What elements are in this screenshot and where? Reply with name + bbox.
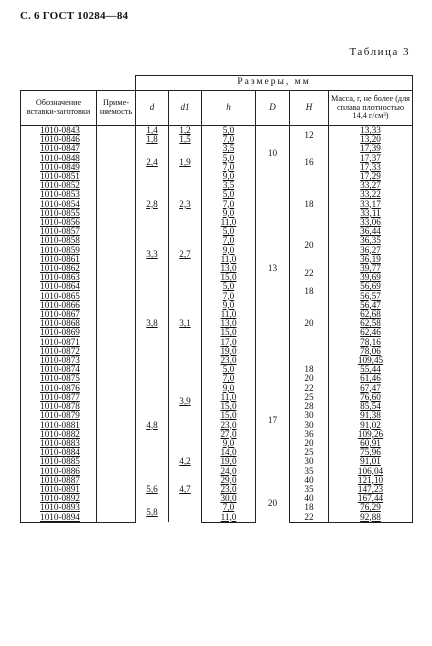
cell-m: 167,44: [329, 494, 413, 503]
cell-h: 14,0: [202, 448, 256, 457]
cell-application: [97, 209, 136, 218]
cell-m: 36,19: [329, 255, 413, 264]
cell-h: 9,0: [202, 384, 256, 393]
cell-h: 11,0: [202, 255, 256, 264]
cell-h: 15,0: [202, 411, 256, 420]
cell-d: 5,8: [136, 503, 169, 522]
cell-h: 3,5: [202, 144, 256, 153]
cell-des: 1010-0868: [21, 319, 97, 328]
cell-des: 1010-0863: [21, 273, 97, 282]
cell-m: 92,88: [329, 513, 413, 523]
page-header: С. 6 ГОСТ 10284—84: [20, 10, 129, 22]
cell-des: 1010-0852: [21, 181, 97, 190]
cell-m: 13,20: [329, 135, 413, 144]
table-body: [21, 126, 413, 523]
cell-des: 1010-0873: [21, 356, 97, 365]
cell-des: 1010-0882: [21, 430, 97, 439]
cell-m: 76,60: [329, 393, 413, 402]
cell-m: 17,37: [329, 154, 413, 163]
col-designation-header: Обозначение вставки-заготовки: [21, 91, 97, 126]
cell-des: 1010-0892: [21, 494, 97, 503]
cell-H: 28: [290, 402, 329, 411]
cell-H: 36: [290, 430, 329, 439]
cell-D: 17: [256, 356, 290, 485]
cell-h: 7,0: [202, 135, 256, 144]
cell-D: 10: [256, 126, 290, 182]
cell-application: [97, 310, 136, 319]
col-mass-header: Масса, г, не более (для сплава плотностью 14,4 г/см³): [329, 91, 413, 126]
cell-d1: 4,7: [169, 485, 202, 494]
cell-h: 9,0: [202, 439, 256, 448]
cell-application: [97, 513, 136, 523]
cell-h: 15,0: [202, 328, 256, 337]
cell-h: 11,0: [202, 393, 256, 402]
cell-application: [97, 319, 136, 328]
cell-h: 7,0: [202, 292, 256, 301]
cell-d: 5,6: [136, 485, 169, 494]
cell-application: [97, 273, 136, 282]
cell-m: 75,96: [329, 448, 413, 457]
cell-H: 30: [290, 457, 329, 466]
cell-m: 17,33: [329, 163, 413, 172]
cell-des: 1010-0862: [21, 264, 97, 273]
cell-des: 1010-0874: [21, 365, 97, 374]
cell-application: [97, 439, 136, 448]
cell-h: 5,0: [202, 154, 256, 163]
cell-h: 7,0: [202, 163, 256, 172]
cell-des: 1010-0883: [21, 439, 97, 448]
cell-m: 13,33: [329, 126, 413, 136]
cell-application: [97, 292, 136, 301]
cell-application: [97, 476, 136, 485]
cell-des: 1010-0891: [21, 485, 97, 494]
cell-d: 1,8: [136, 135, 169, 144]
cell-m: 36,35: [329, 236, 413, 245]
col-d-header: d: [136, 91, 169, 126]
cell-H: 22: [290, 384, 329, 393]
cell-application: [97, 190, 136, 199]
cell-H: 20: [290, 227, 329, 264]
cell-h: 3,5: [202, 181, 256, 190]
cell-m: 147,23: [329, 485, 413, 494]
cell-H: 25: [290, 448, 329, 457]
cell-application: [97, 421, 136, 430]
cell-h: 29,0: [202, 476, 256, 485]
cell-m: 55,44: [329, 365, 413, 374]
cell-d1: 1,9: [169, 144, 202, 181]
cell-application: [97, 135, 136, 144]
cell-h: 23,0: [202, 485, 256, 494]
cell-des: 1010-0866: [21, 301, 97, 310]
cell-D: 20: [256, 485, 290, 522]
cell-application: [97, 485, 136, 494]
cell-des: 1010-0875: [21, 374, 97, 383]
cell-d1: 2,7: [169, 227, 202, 282]
cell-H: 22: [290, 513, 329, 523]
cell-des: 1010-0848: [21, 154, 97, 163]
cell-application: [97, 356, 136, 365]
cell-application: [97, 246, 136, 255]
cell-m: 56,57: [329, 292, 413, 301]
cell-h: 23,0: [202, 421, 256, 430]
cell-h: 11,0: [202, 310, 256, 319]
cell-application: [97, 227, 136, 236]
cell-application: [97, 494, 136, 503]
cell-des: 1010-0872: [21, 347, 97, 356]
cell-application: [97, 393, 136, 402]
cell-H: 30: [290, 411, 329, 420]
cell-m: 33,11: [329, 209, 413, 218]
cell-des: 1010-0843: [21, 126, 97, 136]
cell-application: [97, 282, 136, 291]
cell-H: 35: [290, 467, 329, 476]
cell-h: 27,0: [202, 430, 256, 439]
cell-application: [97, 218, 136, 227]
cell-application: [97, 503, 136, 512]
cell-h: 24,0: [202, 467, 256, 476]
cell-des: 1010-0876: [21, 384, 97, 393]
cell-des: 1010-0894: [21, 513, 97, 523]
cell-application: [97, 384, 136, 393]
cell-d1: 3,1: [169, 282, 202, 365]
cell-h: 15,0: [202, 273, 256, 282]
cell-des: 1010-0871: [21, 338, 97, 347]
cell-des: 1010-0865: [21, 292, 97, 301]
cell-H: 20: [290, 301, 329, 347]
cell-m: 33,06: [329, 218, 413, 227]
cell-h: 15,0: [202, 402, 256, 411]
cell-m: 56,69: [329, 282, 413, 291]
cell-des: 1010-0855: [21, 209, 97, 218]
cell-h: 7,0: [202, 200, 256, 209]
cell-application: [97, 236, 136, 245]
cell-application: [97, 448, 136, 457]
cell-H: 12: [290, 126, 329, 145]
cell-m: 39,77: [329, 264, 413, 273]
cell-des: 1010-0881: [21, 421, 97, 430]
cell-application: [97, 402, 136, 411]
cell-application: [97, 163, 136, 172]
cell-application: [97, 264, 136, 273]
cell-H: 18: [290, 503, 329, 512]
cell-H: 30: [290, 421, 329, 430]
cell-des: 1010-0864: [21, 282, 97, 291]
cell-des: 1010-0879: [21, 411, 97, 420]
cell-d: [136, 494, 169, 503]
table-row: [21, 513, 413, 523]
cell-des: 1010-0856: [21, 218, 97, 227]
cell-des: 1010-0877: [21, 393, 97, 402]
cell-d: 3,8: [136, 282, 169, 365]
cell-des: 1010-0849: [21, 163, 97, 172]
cell-H: [290, 347, 329, 365]
cell-h: 5,0: [202, 282, 256, 291]
cell-h: 5,0: [202, 227, 256, 236]
cell-des: 1010-0851: [21, 172, 97, 181]
cell-H: 20: [290, 439, 329, 448]
cell-m: 91,38: [329, 411, 413, 420]
cell-m: 33,22: [329, 190, 413, 199]
cell-H: 16: [290, 144, 329, 181]
cell-des: 1010-0857: [21, 227, 97, 236]
cell-des: 1010-0869: [21, 328, 97, 337]
cell-application: [97, 181, 136, 190]
cell-m: 56,47: [329, 301, 413, 310]
cell-m: 91,02: [329, 421, 413, 430]
cell-application: [97, 301, 136, 310]
cell-des: 1010-0861: [21, 255, 97, 264]
cell-h: 5,0: [202, 190, 256, 199]
cell-h: 7,0: [202, 503, 256, 512]
cell-d: 2,4: [136, 144, 169, 181]
cell-m: 36,27: [329, 246, 413, 255]
cell-application: [97, 172, 136, 181]
cell-H: 35: [290, 485, 329, 494]
cell-application: [97, 411, 136, 420]
cell-application: [97, 338, 136, 347]
cell-h: 19,0: [202, 457, 256, 466]
col-application-header: Приме-няемость: [97, 91, 136, 126]
cell-m: 61,46: [329, 374, 413, 383]
cell-m: 67,47: [329, 384, 413, 393]
cell-h: 13,0: [202, 264, 256, 273]
cell-m: 17,29: [329, 172, 413, 181]
cell-des: 1010-0858: [21, 236, 97, 245]
cell-m: 39,69: [329, 273, 413, 282]
cell-m: 85,54: [329, 402, 413, 411]
cell-m: 78,16: [329, 338, 413, 347]
cell-m: 106,04: [329, 467, 413, 476]
cell-application: [97, 374, 136, 383]
cell-d1: 3,9: [169, 365, 202, 439]
cell-m: 60,91: [329, 439, 413, 448]
cell-application: [97, 365, 136, 374]
dimensions-table: [20, 75, 413, 523]
cell-application: [97, 255, 136, 264]
cell-H: 20: [290, 374, 329, 383]
cell-m: 17,39: [329, 144, 413, 153]
cell-m: 91,01: [329, 457, 413, 466]
cell-m: 76,29: [329, 503, 413, 512]
cell-d: 4,8: [136, 365, 169, 485]
cell-h: 9,0: [202, 209, 256, 218]
cell-m: 62,68: [329, 310, 413, 319]
cell-des: 1010-0893: [21, 503, 97, 512]
cell-m: 33,17: [329, 200, 413, 209]
cell-des: 1010-0859: [21, 246, 97, 255]
cell-application: [97, 457, 136, 466]
cell-d1: 1,2: [169, 126, 202, 136]
cell-H: 18: [290, 365, 329, 374]
cell-application: [97, 430, 136, 439]
cell-d1: 1,5: [169, 135, 202, 144]
col-H-header: H: [290, 91, 329, 126]
cell-m: 62,58: [329, 319, 413, 328]
cell-h: 19,0: [202, 347, 256, 356]
cell-h: 9,0: [202, 246, 256, 255]
cell-d: 2,8: [136, 181, 169, 227]
cell-H: 22: [290, 264, 329, 282]
cell-des: 1010-0886: [21, 467, 97, 476]
cell-des: 1010-0887: [21, 476, 97, 485]
cell-H: 18: [290, 282, 329, 300]
cell-h: 13,0: [202, 319, 256, 328]
cell-h: 30,0: [202, 494, 256, 503]
cell-des: 1010-0884: [21, 448, 97, 457]
cell-des: 1010-0853: [21, 190, 97, 199]
cell-des: 1010-0885: [21, 457, 97, 466]
cell-H: 40: [290, 476, 329, 485]
cell-m: 33,27: [329, 181, 413, 190]
cell-m: 36,44: [329, 227, 413, 236]
cell-h: 5,0: [202, 365, 256, 374]
cell-h: 7,0: [202, 374, 256, 383]
cell-H: 40: [290, 494, 329, 503]
cell-application: [97, 467, 136, 476]
col-D-header: D: [256, 91, 290, 126]
cell-d1: 4,2: [169, 439, 202, 485]
cell-application: [97, 347, 136, 356]
cell-H: 25: [290, 393, 329, 402]
cell-des: 1010-0847: [21, 144, 97, 153]
cell-m: 62,46: [329, 328, 413, 337]
cell-application: [97, 144, 136, 153]
cell-m: 121,10: [329, 476, 413, 485]
table-title: Таблица 3: [349, 46, 410, 58]
cell-h: 9,0: [202, 301, 256, 310]
cell-application: [97, 328, 136, 337]
cell-des: 1010-0846: [21, 135, 97, 144]
col-h-header: h: [202, 91, 256, 126]
cell-application: [97, 200, 136, 209]
cell-m: 109,45: [329, 356, 413, 365]
cell-application: [97, 154, 136, 163]
cell-h: 5,0: [202, 126, 256, 136]
cell-m: 109,26: [329, 430, 413, 439]
cell-d1: 2,3: [169, 181, 202, 227]
cell-D: 13: [256, 181, 290, 356]
cell-h: 11,0: [202, 218, 256, 227]
dimensions-caption: Размеры, мм: [136, 76, 413, 91]
cell-d: 3,3: [136, 227, 169, 282]
cell-h: 17,0: [202, 338, 256, 347]
cell-H: 18: [290, 181, 329, 227]
cell-h: 23,0: [202, 356, 256, 365]
cell-application: [97, 126, 136, 136]
cell-d1: [169, 494, 202, 522]
cell-m: 78,06: [329, 347, 413, 356]
cell-des: 1010-0854: [21, 200, 97, 209]
col-d1-header: d1: [169, 91, 202, 126]
cell-h: 11,0: [202, 513, 256, 523]
cell-h: 9,0: [202, 172, 256, 181]
cell-des: 1010-0867: [21, 310, 97, 319]
cell-d: 1,4: [136, 126, 169, 136]
cell-des: 1010-0878: [21, 402, 97, 411]
cell-h: 7,0: [202, 236, 256, 245]
